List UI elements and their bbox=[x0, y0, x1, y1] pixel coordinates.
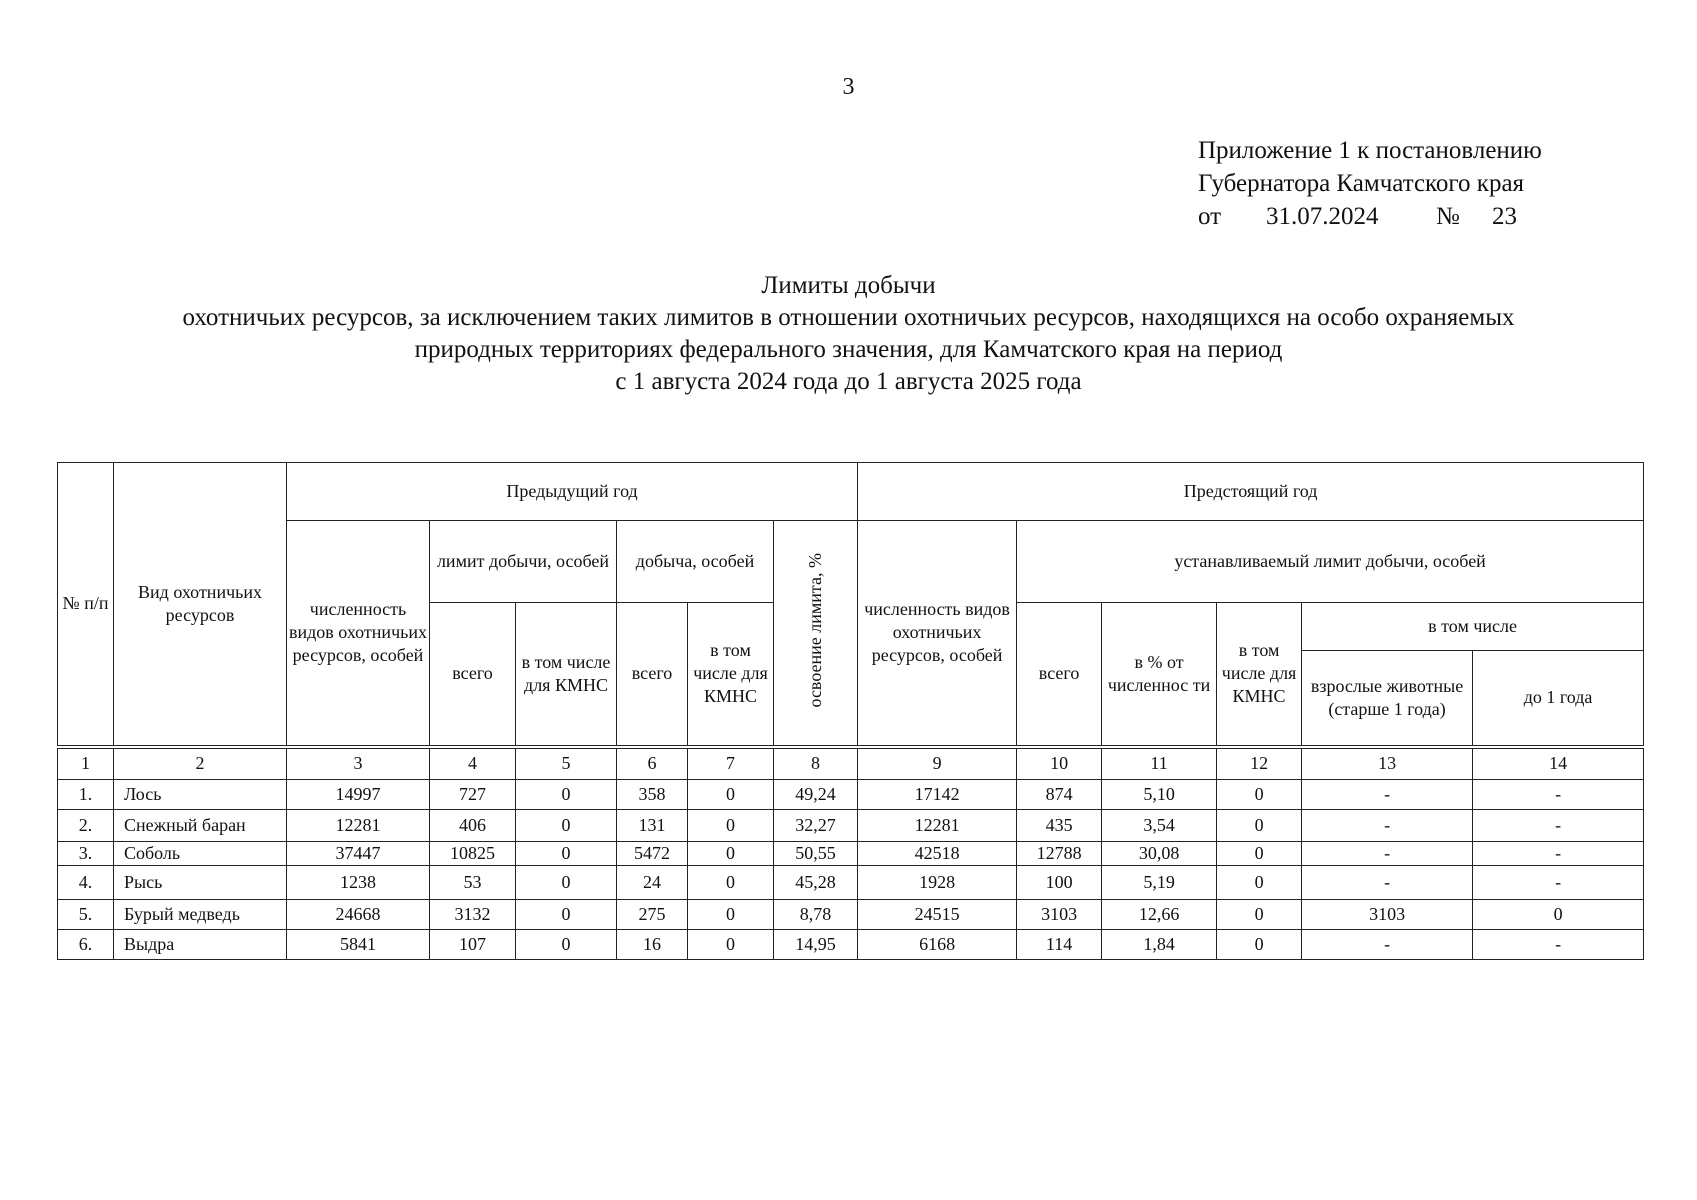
cell-population-next: 12281 bbox=[858, 810, 1017, 842]
column-number-cell: 10 bbox=[1017, 747, 1102, 780]
appendix-from-label: от bbox=[1198, 203, 1222, 230]
cell-harvest-kmns: 0 bbox=[688, 866, 774, 900]
cell-harvest-kmns: 0 bbox=[688, 780, 774, 810]
cell-adults: 3103 bbox=[1302, 900, 1473, 930]
column-number-cell: 12 bbox=[1217, 747, 1302, 780]
cell-limit-kmns: 0 bbox=[516, 780, 617, 810]
page-number: 3 bbox=[842, 74, 855, 100]
cell-population-prev: 1238 bbox=[287, 866, 430, 900]
cell-species: Бурый медведь bbox=[114, 900, 287, 930]
cell-harvest-kmns: 0 bbox=[688, 900, 774, 930]
cell-adults: - bbox=[1302, 930, 1473, 960]
title-line-3: природных территориях федерального значения, для Камчатского края на период bbox=[414, 336, 1283, 363]
cell-mastery: 32,27 bbox=[774, 810, 858, 842]
header-population-next: численность видов охотничьих ресурсов, особей bbox=[858, 521, 1017, 747]
cell-next-pct: 5,10 bbox=[1102, 780, 1217, 810]
cell-population-prev: 14997 bbox=[287, 780, 430, 810]
cell-num: 2. bbox=[58, 810, 114, 842]
column-number-cell: 2 bbox=[114, 747, 287, 780]
cell-next-total: 100 bbox=[1017, 866, 1102, 900]
cell-harvest-total: 24 bbox=[617, 866, 688, 900]
cell-species: Выдра bbox=[114, 930, 287, 960]
header-prev-harvest-kmns: в том числе для КМНС bbox=[688, 603, 774, 747]
header-upcoming-year: Предстоящий год bbox=[858, 463, 1644, 521]
cell-next-pct: 1,84 bbox=[1102, 930, 1217, 960]
appendix-line-2: Губернатора Камчатского края bbox=[1198, 170, 1525, 197]
header-prev-limit-total: всего bbox=[430, 603, 516, 747]
cell-limit-total: 406 bbox=[430, 810, 516, 842]
header-next-pct: в % от численнос ти bbox=[1102, 603, 1217, 747]
column-number-cell: 8 bbox=[774, 747, 858, 780]
cell-limit-total: 53 bbox=[430, 866, 516, 900]
header-num: № п/п bbox=[58, 463, 114, 747]
header-row-2 bbox=[58, 521, 1644, 603]
column-number-cell: 4 bbox=[430, 747, 516, 780]
cell-species: Лось bbox=[114, 780, 287, 810]
cell-next-kmns: 0 bbox=[1217, 842, 1302, 866]
cell-population-prev: 5841 bbox=[287, 930, 430, 960]
table-row bbox=[58, 780, 1644, 810]
cell-under-one: - bbox=[1473, 866, 1644, 900]
cell-limit-total: 727 bbox=[430, 780, 516, 810]
cell-adults: - bbox=[1302, 780, 1473, 810]
column-number-cell: 9 bbox=[858, 747, 1017, 780]
cell-mastery: 8,78 bbox=[774, 900, 858, 930]
header-including: в том числе bbox=[1302, 603, 1644, 651]
cell-next-total: 3103 bbox=[1017, 900, 1102, 930]
header-limit-prev: лимит добычи, особей bbox=[430, 521, 617, 603]
header-mastery bbox=[774, 521, 858, 747]
appendix-block bbox=[1198, 134, 1542, 233]
header-prev-harvest-total: всего bbox=[617, 603, 688, 747]
header-adults: взрослые животные (старше 1 года) bbox=[1302, 651, 1473, 747]
header-population-prev: численность видов охотничьих ресурсов, особей bbox=[287, 521, 430, 747]
cell-harvest-kmns: 0 bbox=[688, 842, 774, 866]
title-line-2: охотничьих ресурсов, за исключением таких лимитов в отношении охотничьих ресурсов, находящихся на особо охраняемых bbox=[182, 304, 1515, 331]
column-number-row bbox=[58, 747, 1644, 780]
cell-species: Соболь bbox=[114, 842, 287, 866]
header-under-one: до 1 года bbox=[1473, 651, 1644, 747]
cell-next-pct: 30,08 bbox=[1102, 842, 1217, 866]
cell-next-pct: 5,19 bbox=[1102, 866, 1217, 900]
cell-species: Рысь bbox=[114, 866, 287, 900]
table-row bbox=[58, 842, 1644, 866]
cell-harvest-total: 5472 bbox=[617, 842, 688, 866]
appendix-line-1: Приложение 1 к постановлению bbox=[1198, 137, 1542, 164]
cell-next-total: 12788 bbox=[1017, 842, 1102, 866]
cell-limit-kmns: 0 bbox=[516, 842, 617, 866]
column-number-cell: 6 bbox=[617, 747, 688, 780]
cell-under-one: - bbox=[1473, 810, 1644, 842]
cell-harvest-kmns: 0 bbox=[688, 810, 774, 842]
cell-limit-kmns: 0 bbox=[516, 810, 617, 842]
column-number-cell: 1 bbox=[58, 747, 114, 780]
cell-under-one: - bbox=[1473, 842, 1644, 866]
cell-adults: - bbox=[1302, 866, 1473, 900]
cell-next-kmns: 0 bbox=[1217, 810, 1302, 842]
appendix-number: 23 bbox=[1492, 203, 1517, 230]
column-number-cell: 3 bbox=[287, 747, 430, 780]
column-number-cell: 14 bbox=[1473, 747, 1644, 780]
header-limit-next: устанавливаемый лимит добычи, особей bbox=[1017, 521, 1644, 603]
appendix-number-label: № bbox=[1436, 203, 1460, 230]
cell-mastery: 49,24 bbox=[774, 780, 858, 810]
cell-limit-kmns: 0 bbox=[516, 866, 617, 900]
header-next-total: всего bbox=[1017, 603, 1102, 747]
header-mastery-text: освоение лимита, % bbox=[805, 552, 826, 707]
table-row bbox=[58, 900, 1644, 930]
cell-adults: - bbox=[1302, 810, 1473, 842]
cell-limit-kmns: 0 bbox=[516, 930, 617, 960]
cell-population-prev: 37447 bbox=[287, 842, 430, 866]
cell-species: Снежный баран bbox=[114, 810, 287, 842]
header-harvest-prev: добыча, особей bbox=[617, 521, 774, 603]
cell-population-next: 17142 bbox=[858, 780, 1017, 810]
cell-adults: - bbox=[1302, 842, 1473, 866]
cell-next-kmns: 0 bbox=[1217, 930, 1302, 960]
title-line-4: с 1 августа 2024 года до 1 августа 2025 года bbox=[615, 368, 1082, 395]
cell-population-next: 42518 bbox=[858, 842, 1017, 866]
cell-num: 5. bbox=[58, 900, 114, 930]
cell-next-total: 435 bbox=[1017, 810, 1102, 842]
column-number-cell: 7 bbox=[688, 747, 774, 780]
cell-num: 3. bbox=[58, 842, 114, 866]
cell-harvest-total: 131 bbox=[617, 810, 688, 842]
cell-population-next: 1928 bbox=[858, 866, 1017, 900]
table-row bbox=[58, 930, 1644, 960]
limits-table bbox=[57, 462, 1644, 960]
cell-next-kmns: 0 bbox=[1217, 900, 1302, 930]
header-row-1 bbox=[58, 463, 1644, 521]
cell-next-pct: 12,66 bbox=[1102, 900, 1217, 930]
column-number-cell: 13 bbox=[1302, 747, 1473, 780]
cell-population-prev: 12281 bbox=[287, 810, 430, 842]
appendix-date: 31.07.2024 bbox=[1266, 203, 1379, 230]
cell-harvest-total: 275 bbox=[617, 900, 688, 930]
cell-harvest-kmns: 0 bbox=[688, 930, 774, 960]
document-title bbox=[0, 270, 1697, 398]
header-previous-year: Предыдущий год bbox=[287, 463, 858, 521]
cell-population-next: 6168 bbox=[858, 930, 1017, 960]
cell-limit-kmns: 0 bbox=[516, 900, 617, 930]
cell-next-kmns: 0 bbox=[1217, 866, 1302, 900]
cell-population-prev: 24668 bbox=[287, 900, 430, 930]
cell-limit-total: 10825 bbox=[430, 842, 516, 866]
cell-num: 1. bbox=[58, 780, 114, 810]
appendix-date-line bbox=[1198, 200, 1542, 233]
cell-under-one: - bbox=[1473, 780, 1644, 810]
cell-num: 6. bbox=[58, 930, 114, 960]
cell-limit-total: 3132 bbox=[430, 900, 516, 930]
cell-num: 4. bbox=[58, 866, 114, 900]
cell-harvest-total: 16 bbox=[617, 930, 688, 960]
column-number-cell: 11 bbox=[1102, 747, 1217, 780]
cell-under-one: 0 bbox=[1473, 900, 1644, 930]
cell-population-next: 24515 bbox=[858, 900, 1017, 930]
cell-limit-total: 107 bbox=[430, 930, 516, 960]
column-number-cell: 5 bbox=[516, 747, 617, 780]
header-prev-limit-kmns: в том числе для КМНС bbox=[516, 603, 617, 747]
table-row bbox=[58, 866, 1644, 900]
cell-harvest-total: 358 bbox=[617, 780, 688, 810]
cell-next-kmns: 0 bbox=[1217, 780, 1302, 810]
cell-under-one: - bbox=[1473, 930, 1644, 960]
cell-mastery: 50,55 bbox=[774, 842, 858, 866]
cell-mastery: 45,28 bbox=[774, 866, 858, 900]
cell-mastery: 14,95 bbox=[774, 930, 858, 960]
cell-next-total: 874 bbox=[1017, 780, 1102, 810]
cell-next-total: 114 bbox=[1017, 930, 1102, 960]
cell-next-pct: 3,54 bbox=[1102, 810, 1217, 842]
table-row bbox=[58, 810, 1644, 842]
header-next-kmns: в том числе для КМНС bbox=[1217, 603, 1302, 747]
title-line-1: Лимиты добычи bbox=[761, 272, 936, 299]
header-species: Вид охотничьих ресурсов bbox=[114, 463, 287, 747]
